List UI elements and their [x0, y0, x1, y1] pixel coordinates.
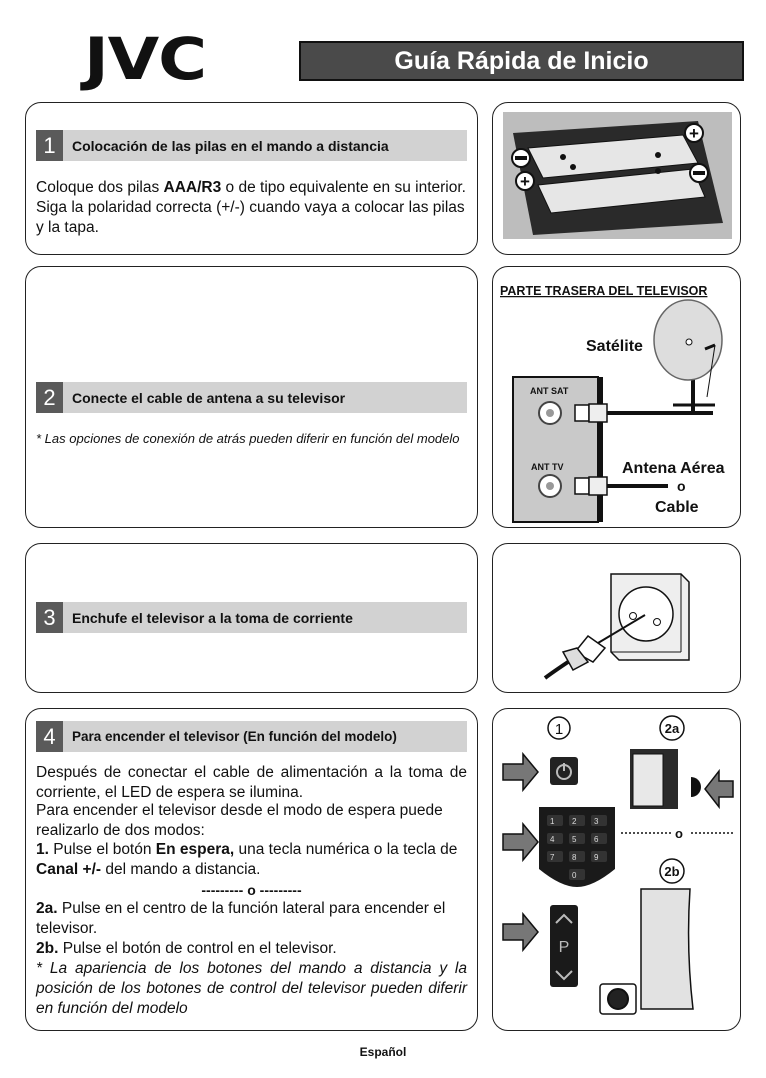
power-figure-panel [492, 708, 741, 1031]
tv-front-icon [641, 889, 693, 1009]
step4-p3-text-d: una tecla numérica o la tecla de [234, 841, 458, 858]
svg-text:+: + [689, 124, 699, 143]
step2-panel [25, 266, 478, 528]
step4-note: * La apariencia de los botones del mando a distancia y la posición de los botones de control del televisor pueden diferir en función del modelo [36, 960, 467, 1017]
step3-header [36, 602, 467, 633]
step4-p3-text-f: del mando a distancia. [101, 861, 261, 878]
step3-title: Enchufe el televisor a la toma de corriente [72, 609, 353, 626]
step4-separator: --------- o --------- [201, 882, 302, 898]
arrow-right-icon [503, 914, 538, 950]
step4-option-2a-label: 2a. [36, 900, 58, 917]
label-2b: 2b [664, 864, 680, 879]
antenna-figure-panel [492, 266, 741, 528]
step3-panel [25, 543, 478, 693]
ant-sat-label: ANT SAT [530, 386, 569, 396]
footer-language: Español [359, 1045, 407, 1059]
step4-header [36, 721, 467, 752]
step4-p5-text: Pulse el botón de control en el televisor. [58, 940, 337, 957]
figure-header: PARTE TRASERA DEL TELEVISOR [500, 284, 708, 298]
svg-text:+: + [520, 172, 530, 191]
p-key-label: P [558, 939, 570, 956]
step1-number: 1 [36, 130, 63, 161]
step4-paragraph-2: Para encender el televisor desde el modo de espera puede realizarlo de dos modos: [36, 802, 443, 839]
step2-number: 2 [36, 382, 63, 413]
step2-header [36, 382, 467, 413]
label-2a: 2a [664, 721, 680, 736]
minus-icon [690, 164, 708, 182]
or-separator: o [675, 826, 683, 841]
arrow-left-icon [705, 771, 733, 807]
jvc-logo: JVC [84, 25, 206, 93]
step4-paragraph-5 [36, 939, 467, 959]
step4-title: Para encender el televisor (En función del modelo) [72, 729, 397, 744]
key-8: 8 [572, 853, 577, 862]
arrow-right-icon [503, 824, 538, 860]
step1-text [36, 178, 467, 238]
key-6: 6 [594, 835, 599, 844]
key-5: 5 [572, 835, 577, 844]
key-9: 9 [594, 853, 599, 862]
plug-figure-panel [492, 543, 741, 693]
ant-tv-label: ANT TV [531, 462, 564, 472]
label-1: 1 [554, 721, 564, 738]
plus-icon [516, 172, 534, 191]
step4-paragraph-1: Después de conectar el cable de alimentación a la toma de corriente, el LED de espera se ilumina. [36, 764, 467, 801]
battery-illustration [493, 103, 741, 255]
step2-title: Conecte el cable de antena a su televisor [72, 389, 346, 406]
step4-standby-label: En espera, [155, 841, 235, 858]
step1-title: Colocación de las pilas en el mando a distancia [72, 137, 389, 154]
or-label: o [677, 478, 686, 494]
power-socket-illustration [493, 544, 741, 693]
step1-text-a: Coloque dos pilas [36, 179, 164, 196]
step4-paragraph-4 [36, 899, 467, 939]
step4-channel-label: Canal +/- [36, 861, 102, 878]
step3-number: 3 [36, 602, 63, 633]
key-0: 0 [572, 871, 577, 880]
step1-panel [25, 102, 478, 255]
step1-text-c: o de tipo equivalente en su interior. Siga la polaridad correcta (+/-) cuando vaya a colocar las pilas y la tapa. [36, 179, 466, 236]
step4-p3-text-b: Pulse el botón [48, 841, 156, 858]
step4-panel [25, 708, 478, 1031]
antenna-illustration [493, 267, 741, 528]
step4-paragraph-3 [36, 840, 467, 880]
satellite-label: Satélite [586, 338, 643, 355]
aerial-label: Antena Aérea [622, 460, 725, 477]
step1-header [36, 130, 467, 161]
cable-label: Cable [655, 499, 699, 516]
plus-icon [685, 124, 703, 143]
step4-number: 4 [36, 721, 63, 752]
arrow-right-icon [503, 754, 538, 790]
step1-battery-type: AAA/R3 [163, 179, 222, 196]
step2-note: * Las opciones de conexión de atrás pueden diferir en función del modelo [36, 431, 460, 446]
satellite-dish-icon [654, 300, 722, 397]
page-title-text: Guía Rápida de Inicio [394, 46, 649, 75]
minus-icon [512, 149, 530, 167]
step4-p4-text: Pulse en el centro de la función lateral para encender el televisor. [36, 900, 446, 937]
power-on-illustration [493, 709, 741, 1031]
step4-option-1-label: 1. [36, 841, 49, 858]
key-1: 1 [550, 817, 555, 826]
key-3: 3 [594, 817, 599, 826]
key-4: 4 [550, 835, 555, 844]
key-7: 7 [550, 853, 555, 862]
page-title [299, 41, 744, 81]
battery-figure-panel [492, 102, 741, 255]
key-2: 2 [572, 817, 577, 826]
step4-option-2b-label: 2b. [36, 940, 59, 957]
